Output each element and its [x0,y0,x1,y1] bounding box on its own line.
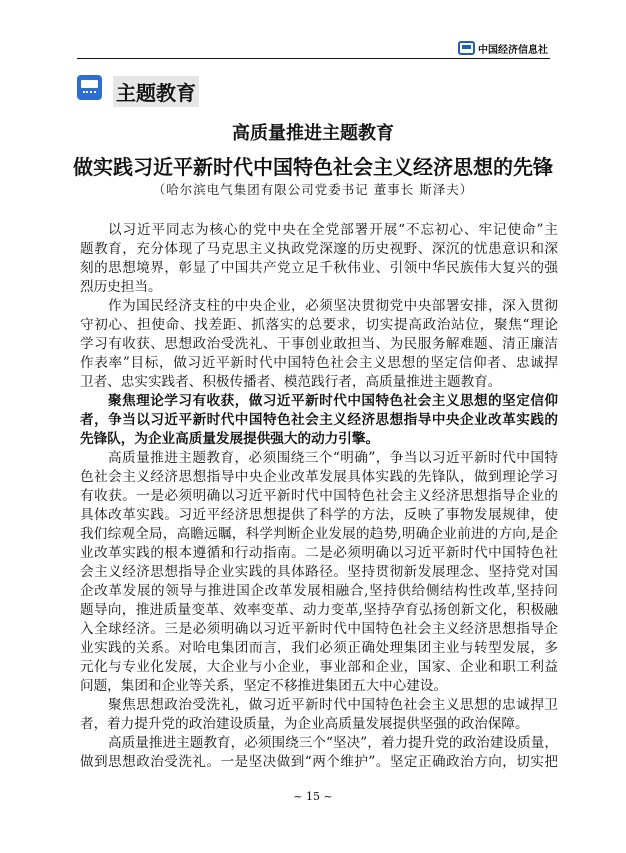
text-line: 高质量推进主题教育，必须围绕三个“坚决”，着力提升党的政治建设质量， [108,735,558,751]
page-number: ~ 15 ~ [293,790,333,803]
text-line: 题教育，充分体现了马克思主义执政党深邃的历史视野、深沉的忧患意识和深 [80,241,558,257]
text-line: 高质量推进主题教育，必须围绕三个“明确”，争当以习近平新时代中国特 [108,450,558,466]
text-line: 作表率”目标，做习近平新时代中国特色社会主义思想的坚定信仰者、忠诚捍 [80,355,558,371]
text-line: 有收获。一是必须明确以习近平新时代中国特色社会主义经济思想指导企业的 [80,488,558,504]
text-line: 学习有收获、思想政治受洗礼、干事创业敢担当、为民服务解难题、清正廉洁 [80,336,558,352]
text-line: 我们综观全局，高瞻远瞩，科学判断企业发展的趋势,明确企业前进的方向,是企 [80,526,558,542]
article-title: 高质量推进主题教育 [232,123,394,144]
article-body [80,221,558,772]
text-line: 先锋队，为企业高质量发展提供强大的动力引擎。 [80,431,380,447]
text-line: 以习近平同志为核心的党中央在全党部署开展“不忘初心、牢记使命”主 [108,222,558,238]
text-line: 企改革发展的领导与推进国企改革发展相融合,坚持供给侧结构性改革,坚持问 [80,583,558,599]
header-rule [77,58,550,59]
text-line: 业改革实践的根本遵循和行动指南。二是必须明确以习近平新时代中国特色社 [80,545,558,561]
text-line: 卫者、忠实实践者、积极传播者、模范践行者，高质量推进主题教育。 [80,374,502,390]
publisher-name: 中国经济信息社 [478,45,548,56]
text-line: 具体改革实践。习近平经济思想提供了科学的方法，反映了事物发展规律，使 [80,507,558,523]
text-line: 烈历史担当。 [80,279,162,295]
paragraph [80,221,558,297]
text-line: 聚焦思想政治受洗礼，做习近平新时代中国特色社会主义思想的忠诚捍卫 [108,697,558,713]
text-line: 者，着力提升党的政治建设质量，为企业高质量发展提供坚强的政治保障。 [80,716,529,732]
text-line: 会主义经济思想指导企业实践的具体路径。坚持贯彻新发展理念、坚持党对国 [80,564,558,580]
paragraph [80,734,558,772]
paragraph [80,449,558,696]
text-line: 刻的思想境界，彰显了中国共产党立足千秋伟业、引领中华民族伟大复兴的强 [80,260,558,276]
text-line: 元化与专业化发展，大企业与小企业，事业部和企业，国家、企业和职工利益 [80,659,558,675]
text-line: 守初心、担使命、找差距、抓落实的总要求，切实提高政治站位，聚焦“理论 [80,317,558,333]
section-badge-icon [77,75,102,100]
text-line: 业实践的关系。对哈电集团而言，我们必须正确处理集团主业与转型发展，多 [80,640,558,656]
text-line: 者，争当以习近平新时代中国特色社会主义经济思想指导中央企业改革实践的 [80,412,558,428]
bold-paragraph [80,392,558,449]
text-line: 问题，集团和企业等关系，坚定不移推进集团五大中心建设。 [80,678,448,694]
text-line: 题导向，推进质量变革、效率变革、动力变革,坚持孕育弘扬创新文化，积极融 [80,602,558,618]
section-title: 主题教育 [113,76,199,107]
article-subtitle: 做实践习近平新时代中国特色社会主义经济思想的先锋 [73,155,553,179]
text-line: 入全球经济。三是必须明确以习近平新时代中国特色社会主义经济思想指导企 [80,621,558,637]
article-byline: （哈尔滨电气集团有限公司党委书记 董事长 斯泽夫） [152,182,474,197]
text-line: 做到思想政治受洗礼。一是坚决做到“两个维护”。坚定正确政治方向，切实把 [80,754,558,770]
text-line: 色社会主义经济思想指导中央企业改革发展具体实践的先锋队，做到理论学习 [80,469,558,485]
publisher-logo-icon [458,41,475,55]
paragraph [80,696,558,734]
paragraph [80,297,558,392]
text-line: 作为国民经济支柱的中央企业，必须坚决贯彻党中央部署安排，深入贯彻 [108,298,558,314]
text-line: 聚焦理论学习有收获，做习近平新时代中国特色社会主义思想的坚定信仰 [108,393,558,409]
